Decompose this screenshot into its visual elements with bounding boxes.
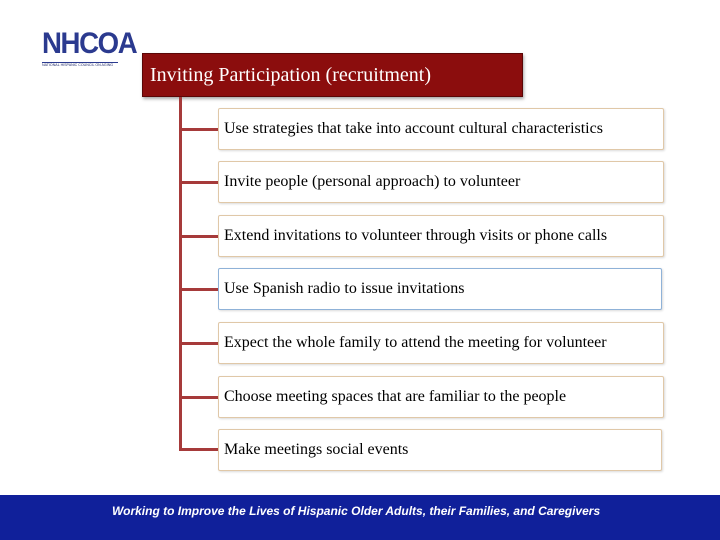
connector-branch xyxy=(179,235,221,238)
list-item xyxy=(218,268,662,310)
list-item-text: Make meetings social events xyxy=(224,441,409,458)
list-item-text: Use strategies that take into account cultural characteristics xyxy=(224,120,603,137)
list-item xyxy=(218,322,664,364)
list-item-text: Invite people (personal approach) to volunteer xyxy=(224,173,521,190)
list-item-text: Use Spanish radio to issue invitations xyxy=(224,280,465,297)
connector-branch xyxy=(179,288,221,291)
connector-branch xyxy=(179,448,221,451)
list-item-text: Expect the whole family to attend the meeting for volunteer xyxy=(224,334,607,351)
logo-wordmark: NHCOA xyxy=(42,27,137,60)
footer-bar xyxy=(0,495,720,540)
list-item xyxy=(218,108,664,150)
nhcoa-logo xyxy=(40,27,137,72)
connector-branch xyxy=(179,128,221,131)
connector-branch xyxy=(179,181,221,184)
connector-branch xyxy=(179,342,221,345)
list-item xyxy=(218,215,664,257)
connector-branch xyxy=(179,396,221,399)
list-item xyxy=(218,161,664,203)
list-item xyxy=(218,376,664,418)
diagram-title-box xyxy=(142,53,523,97)
footer-text: Working to Improve the Lives of Hispanic Older Adults, their Families, and Caregivers xyxy=(112,504,601,518)
list-item xyxy=(218,429,662,471)
list-item-text: Extend invitations to volunteer through visits or phone calls xyxy=(224,227,608,244)
logo-tagline: NATIONAL HISPANIC COUNCIL ON AGING xyxy=(42,62,118,68)
list-item-text: Choose meeting spaces that are familiar to the people xyxy=(224,388,567,405)
diagram-title: Inviting Participation (recruitment) xyxy=(150,64,432,86)
